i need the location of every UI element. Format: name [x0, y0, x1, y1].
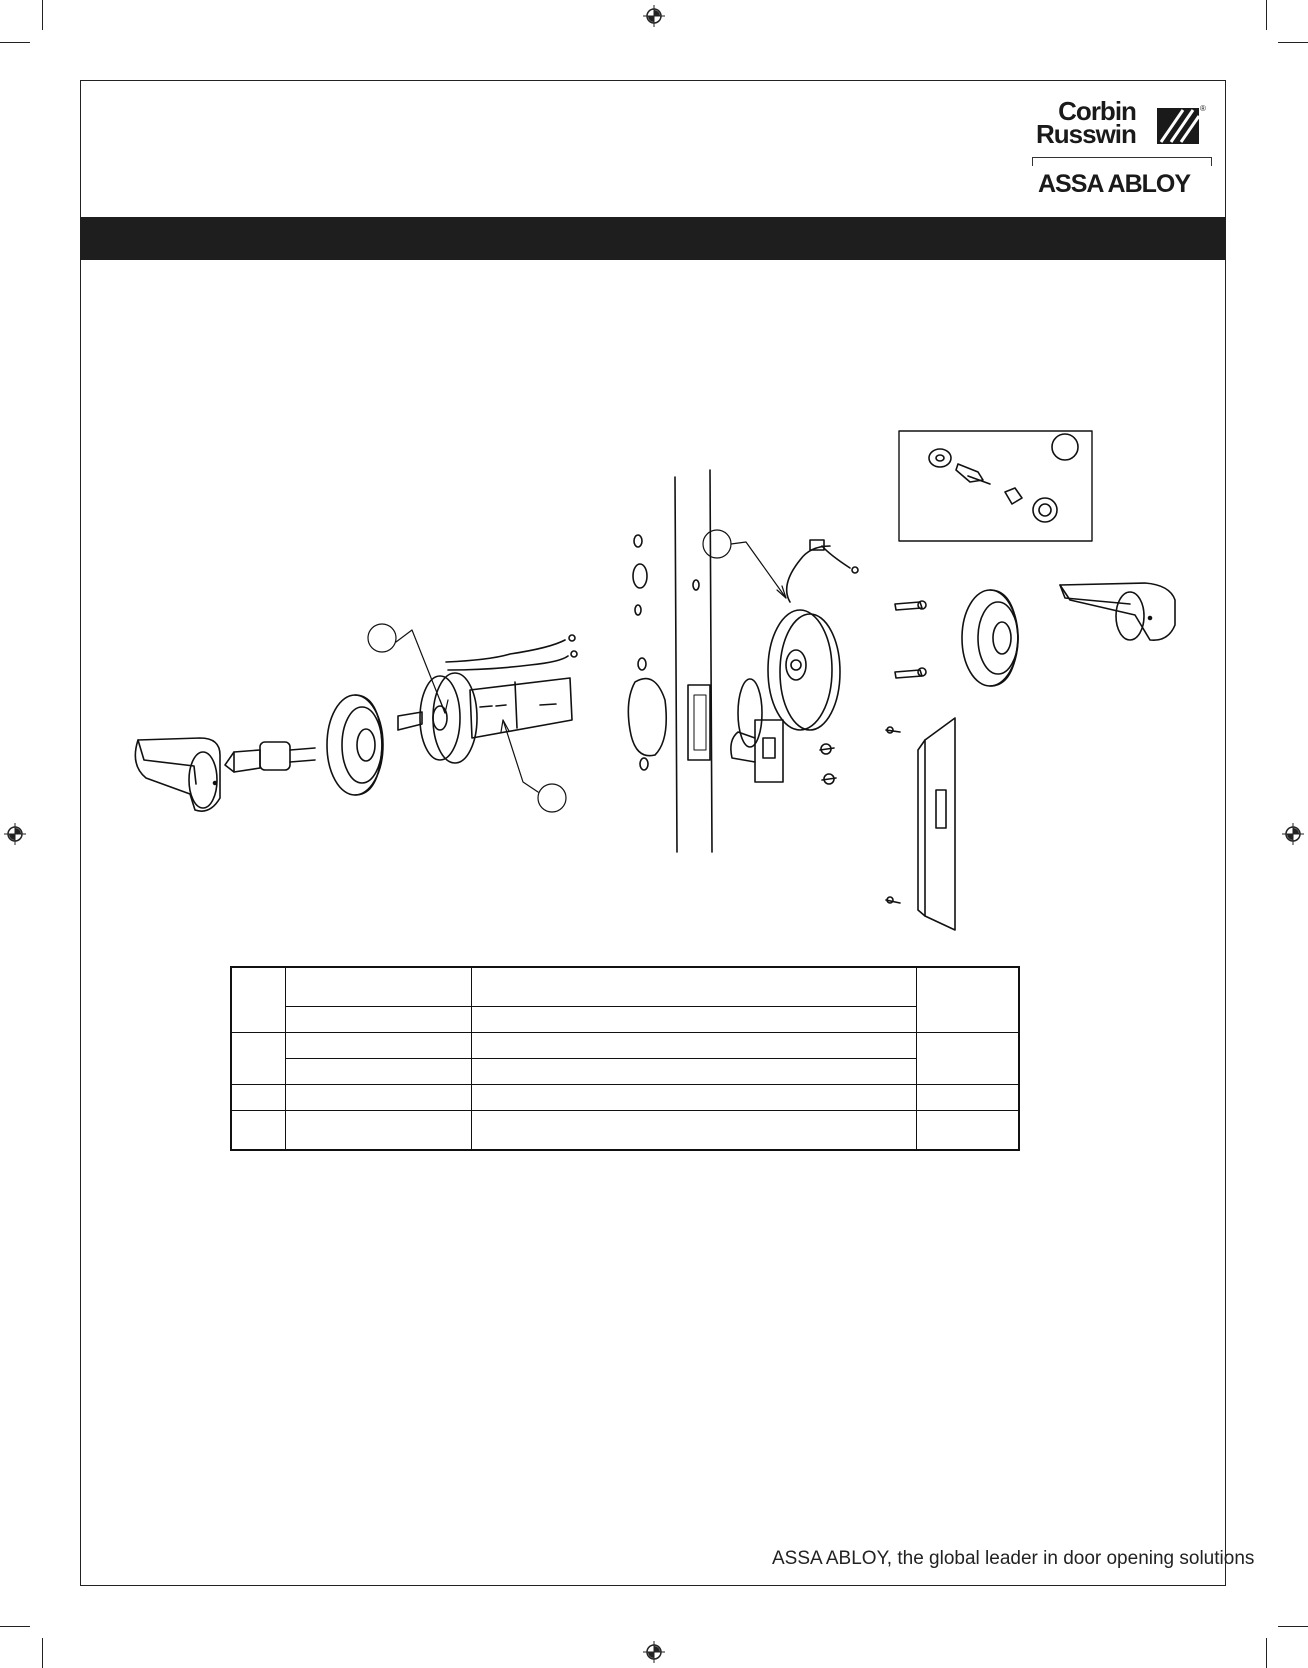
- table-cell-number: [231, 1111, 286, 1150]
- table-row: [231, 1058, 1019, 1084]
- parent-brand: ASSA ABLOY: [1038, 170, 1191, 198]
- outside-lever: [135, 738, 220, 811]
- table-cell-description: [471, 1032, 916, 1058]
- key-cylinder: [225, 742, 315, 772]
- registration-mark-icon: [1282, 823, 1304, 845]
- table-row: [231, 1032, 1019, 1058]
- logo-rule: [1032, 157, 1212, 166]
- crop-mark: [0, 42, 30, 43]
- table-cell-qty: [916, 967, 1019, 1032]
- table-cell-number: [231, 1085, 286, 1111]
- brand-name-line2: Russwin: [1036, 119, 1136, 149]
- outside-rose: [327, 695, 383, 795]
- crop-mark: [42, 0, 43, 30]
- lock-chassis: [398, 635, 577, 763]
- corbin-russwin-logo: [1030, 96, 1212, 200]
- table-cell-description: [471, 1085, 916, 1111]
- crop-mark: [1266, 0, 1267, 30]
- strike-plate: [918, 718, 955, 930]
- parts-table: [230, 966, 1020, 1151]
- screws: [820, 601, 926, 903]
- crop-mark: [0, 1626, 30, 1627]
- table-row: [231, 1111, 1019, 1150]
- table-cell-part: [286, 967, 472, 1006]
- table-cell-number: [231, 1032, 286, 1084]
- registered-mark: ®: [1200, 104, 1206, 113]
- brand-name-line1: Corbin: [1058, 96, 1136, 126]
- inside-rose: [962, 590, 1018, 686]
- inside-lever: [1060, 583, 1175, 640]
- inside-mounting-plate: [768, 540, 858, 730]
- table-cell-part: [286, 1085, 472, 1111]
- crop-mark: [42, 1638, 43, 1668]
- door-prep-holes: [628, 535, 666, 770]
- table-cell-qty: [916, 1111, 1019, 1150]
- door-edge: [675, 470, 762, 852]
- registration-mark-icon: [4, 823, 26, 845]
- registration-mark-icon: [643, 1641, 665, 1663]
- table-cell-part: [286, 1111, 472, 1150]
- crop-mark: [1278, 42, 1308, 43]
- table-row: [231, 1085, 1019, 1111]
- registration-mark-icon: [643, 5, 665, 27]
- callouts: [368, 530, 786, 812]
- table-cell-part: [286, 1006, 472, 1032]
- brand-name: [1036, 96, 1136, 149]
- footer-tagline: ASSA ABLOY, the global leader in door opening solutions: [772, 1548, 1255, 1569]
- brand-stripes-icon: [1157, 108, 1199, 144]
- exploded-lock-diagram: [110, 420, 1210, 940]
- table-cell-description: [471, 1111, 916, 1150]
- table-cell-description: [471, 967, 916, 1006]
- table-row: [231, 1006, 1019, 1032]
- table-row: [231, 967, 1019, 1006]
- crop-mark: [1278, 1626, 1308, 1627]
- table-cell-description: [471, 1006, 916, 1032]
- table-cell-number: [231, 967, 286, 1032]
- table-cell-part: [286, 1058, 472, 1084]
- table-cell-description: [471, 1058, 916, 1084]
- table-cell-qty: [916, 1085, 1019, 1111]
- inset-parts-box: [899, 431, 1092, 541]
- table-cell-qty: [916, 1032, 1019, 1084]
- table-cell-part: [286, 1032, 472, 1058]
- crop-mark: [1266, 1638, 1267, 1668]
- header-bar: [80, 217, 1226, 260]
